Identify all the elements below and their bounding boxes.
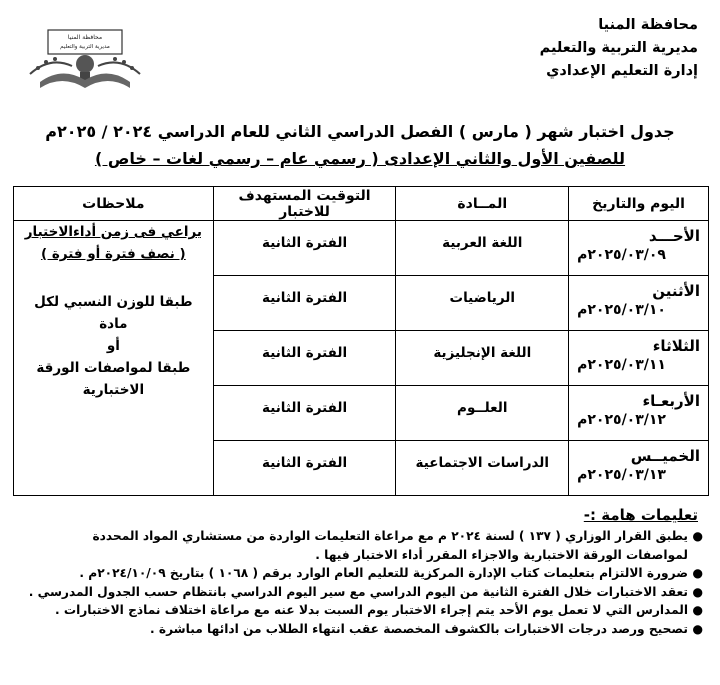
department-name: إدارة التعليم الإعدادي [546,63,698,79]
exam-date: ٢٠٢٥/٠٣/١١م [577,357,666,373]
instruction-text: ضرورة الالتزام بتعليمات كتاب الإدارة المركزية للتعليم العام الوارد برقم ( ١٠٦٨ ) بتاريخ ٢٠٢٤/١٠/٠٩م . [79,566,688,580]
subject-name: الدراسات الاجتماعية [415,455,549,471]
exam-date: ٢٠٢٥/٠٣/٠٩م [577,247,666,263]
bullet-icon: ● [692,584,703,599]
list-item [16,601,706,620]
day-date-cell [569,221,709,276]
header-notes: ملاحظات [14,187,214,221]
subject-cell [396,441,569,496]
day-date-cell [569,331,709,386]
day-name: الثلاثاء [652,337,700,355]
list-item [16,527,706,564]
governorate-name: محافظة المنيا [598,17,698,33]
day-name: الأثنين [652,282,700,300]
list-item [16,620,706,639]
instruction-text: لمواصفات الورقة الاختبارية والاجزاء المقرر أداء الاختبار فيها . [315,547,688,562]
directorate-name: مديرية التربية والتعليم [539,40,698,56]
exam-period: الفترة الثانية [262,400,348,416]
exam-period: الفترة الثانية [262,235,348,251]
schedule-title: جدول اختبار شهر ( مارس ) الفصل الدراسي الثاني للعام الدراسي ٢٠٢٤ / ٢٠٢٥م [45,122,675,141]
header-block [458,14,698,83]
time-cell [213,221,396,276]
day-date-cell [569,386,709,441]
time-cell [213,441,396,496]
instruction-text: تعقد الاختبارات خلال الفترة الثانية من اليوم الدراسي مع سير اليوم الدراسي بانتظام حسب الجدول المدرسي . [28,584,688,599]
note-line: ( نصف فترة أو فترة ) [40,246,186,262]
day-name: الخميــس [630,447,700,465]
day-name: الأحـــد [648,227,700,245]
note-line: أو [106,338,120,354]
notes-cell [14,221,214,496]
header-subject: المــادة [396,187,569,221]
instructions-section [16,503,706,638]
list-item [16,564,706,583]
exam-date: ٢٠٢٥/٠٣/١٣م [577,467,666,483]
note-line: الاختبارية [82,382,145,398]
document-titles [0,118,720,172]
instructions-title: تعليمات هامة :- [583,506,698,524]
exam-period: الفترة الثانية [262,345,348,361]
svg-text:مديرية التربية والتعليم: مديرية التربية والتعليم [60,44,110,50]
exam-date: ٢٠٢٥/٠٣/١٠م [577,302,666,318]
day-date-cell [569,276,709,331]
bullet-icon: ● [692,529,703,543]
exam-schedule-table [13,186,709,496]
subject-name: اللغة الإنجليزية [433,345,532,361]
list-item [16,583,706,602]
subject-cell [396,386,569,441]
svg-text:محافظة المنيا: محافظة المنيا [67,34,103,41]
instruction-text: تصحيح ورصد درجات الاختبارات بالكشوف المخصصة عقب انتهاء الطلاب من ادائها مباشرة . [150,621,688,636]
header-day-date: اليوم والتاريخ [569,187,709,221]
note-line: طبقا للوزن النسبي لكل مادة [34,294,193,332]
table-header-row [14,187,709,221]
bullet-icon: ● [692,566,703,580]
instructions-list [16,527,706,638]
subject-name: اللغة العربية [442,235,523,251]
bullet-icon: ● [692,603,703,617]
time-cell [213,386,396,441]
note-line: طبقا لمواصفات الورقة [36,360,191,376]
bullet-icon: ● [692,621,703,636]
subject-name: العلــوم [457,400,508,416]
schedule-subtitle: للصفين الأول والثاني الإعدادى ( رسمي عام – رسمي لغات – خاص ) [94,149,626,168]
time-cell [213,331,396,386]
instruction-text: المدارس التي لا تعمل يوم الأحد يتم إجراء الاختبار يوم السبت بدلا عنه مع مراعاة اختلاف نماذج الاختبارات . [54,603,688,617]
note-line: يراعي فى زمن أداءالاختبار [24,224,202,240]
exam-period: الفترة الثانية [262,290,348,306]
day-date-cell [569,441,709,496]
header-time: التوقيت المستهدف للاختبار [213,187,396,221]
table-row [14,221,709,276]
subject-cell [396,221,569,276]
day-name: الأربعـاء [642,392,700,410]
exam-date: ٢٠٢٥/٠٣/١٢م [577,412,666,428]
subject-cell [396,331,569,386]
exam-period: الفترة الثانية [262,455,348,471]
instruction-text: يطبق القرار الوزاري ( ١٣٧ ) لسنة ٢٠٢٤ م مع مراعاة التعليمات الواردة من مستشاري المواد المحددة [92,529,688,543]
subject-cell [396,276,569,331]
subject-name: الرياضيات [449,290,515,306]
ministry-logo [20,10,150,98]
time-cell [213,276,396,331]
